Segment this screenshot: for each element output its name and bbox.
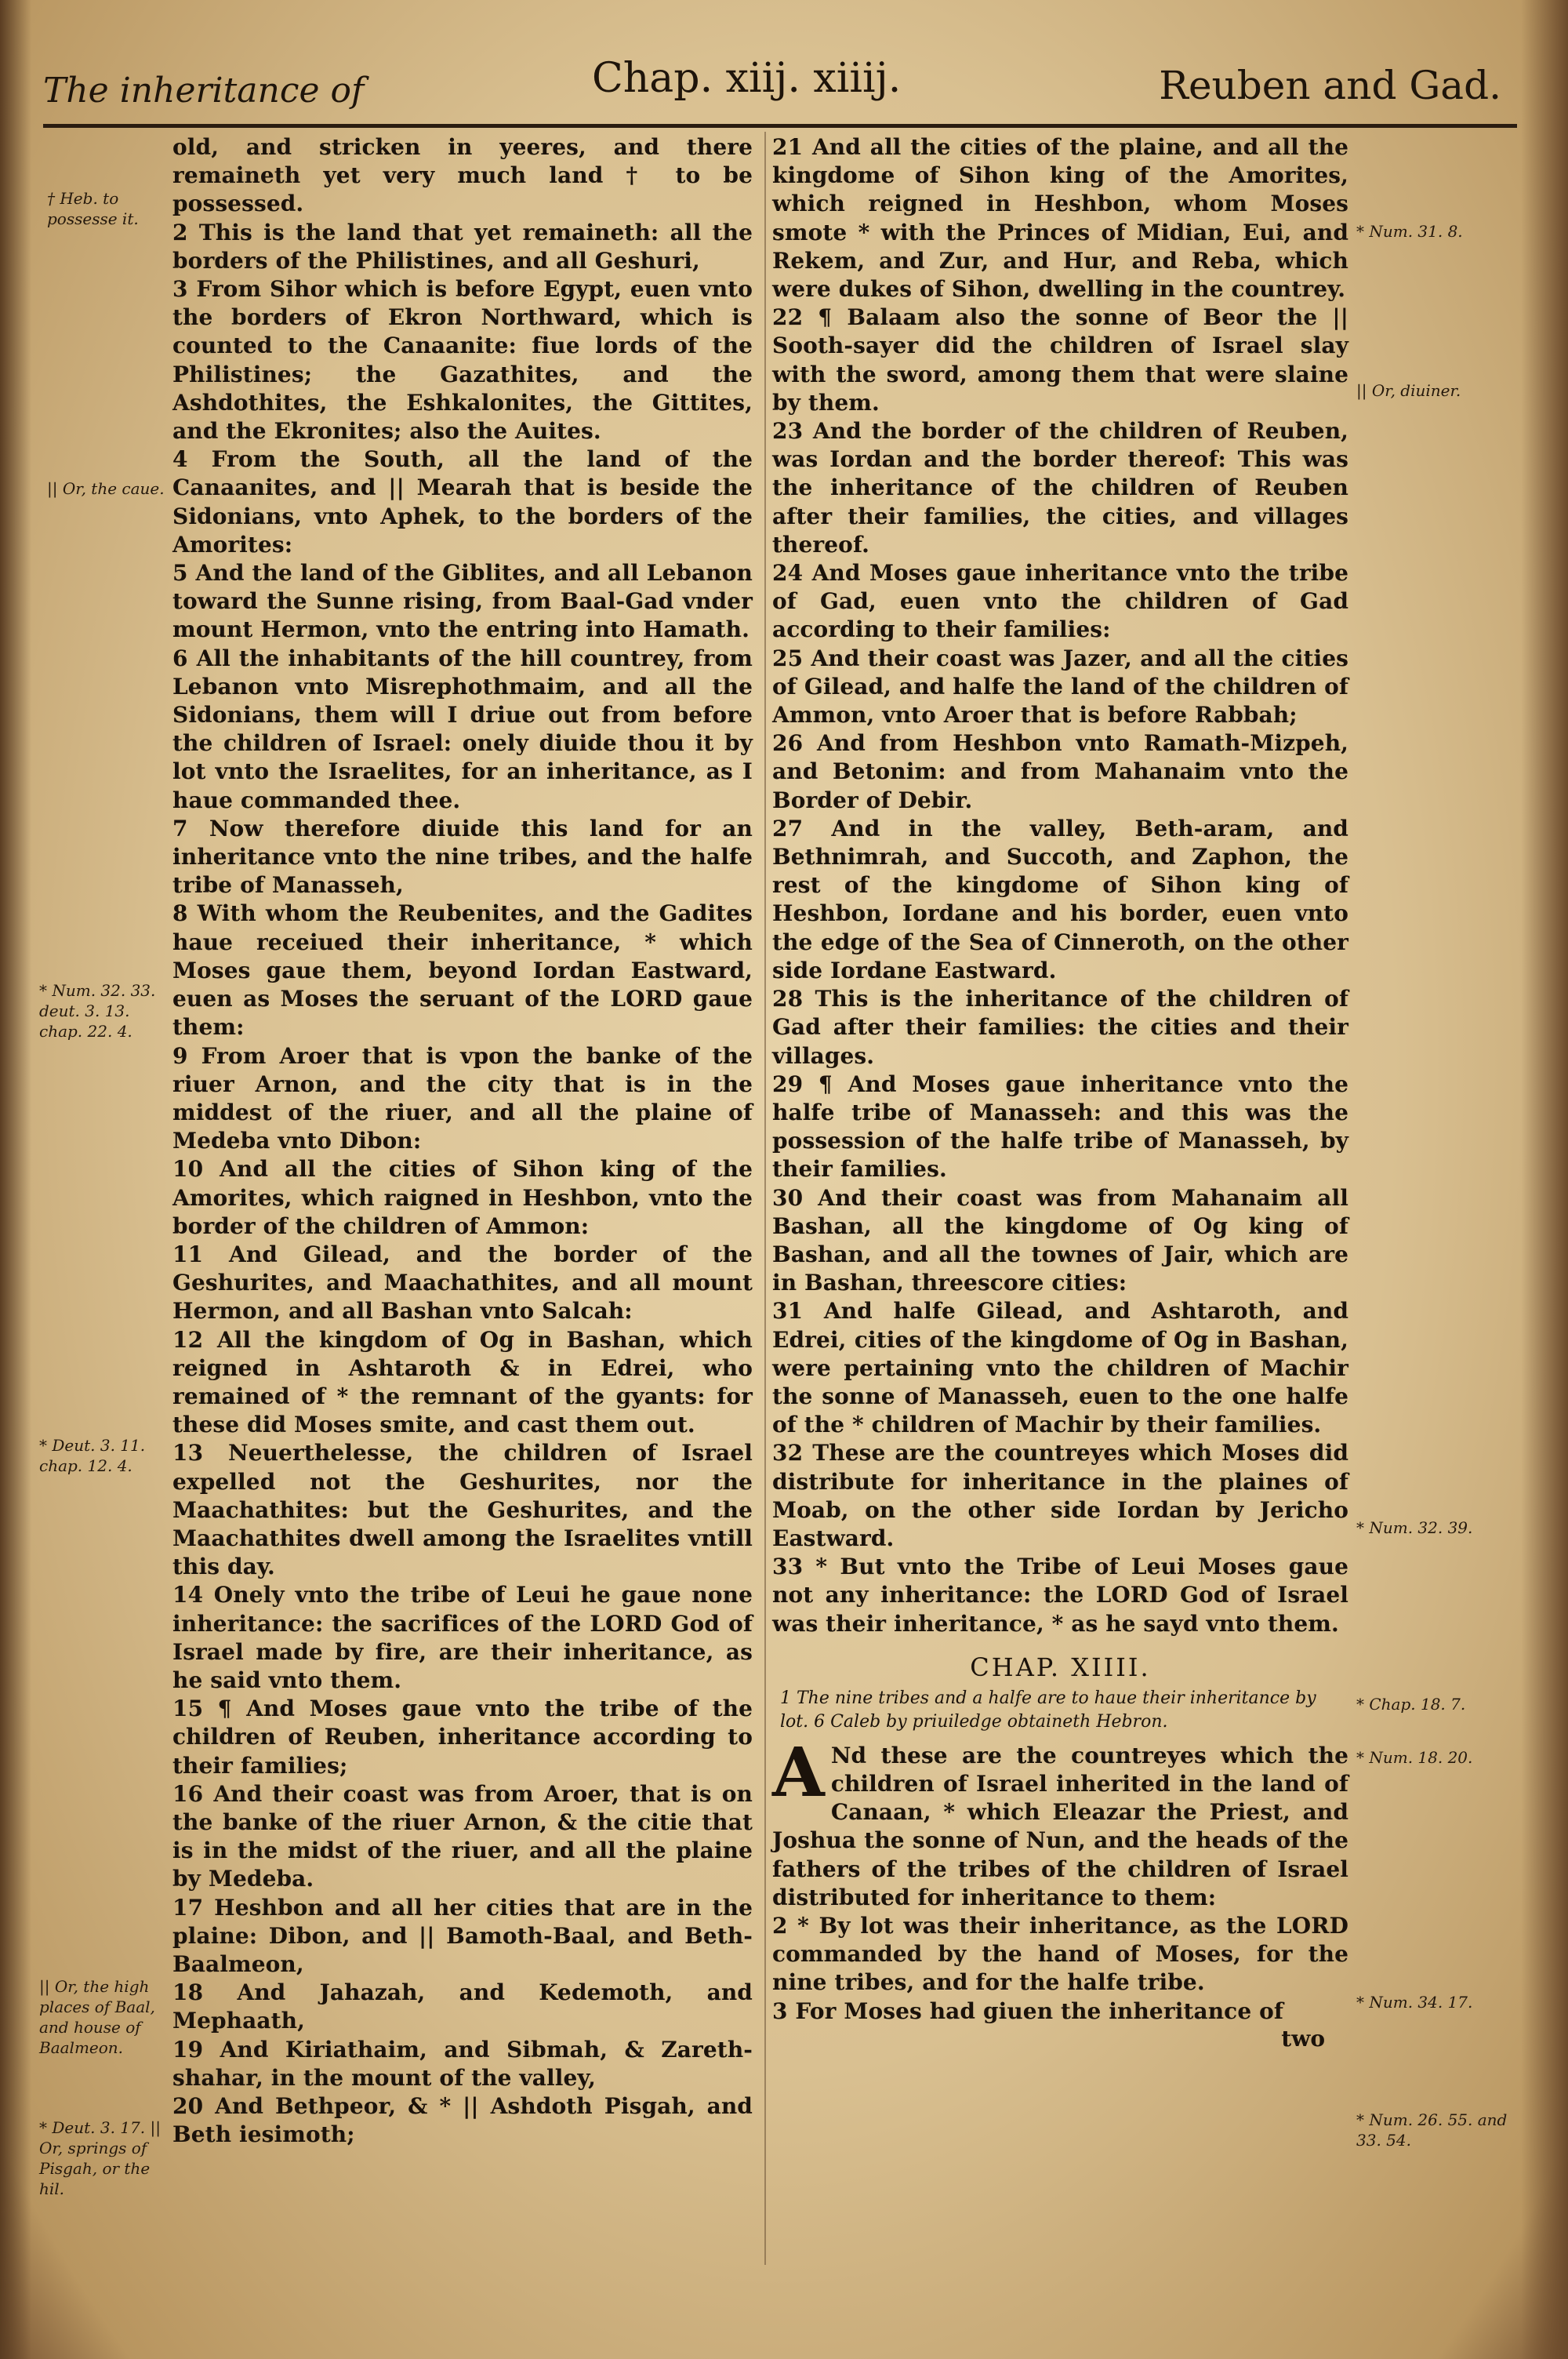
catchword: two — [1281, 2025, 1325, 2052]
chapter-heading: CHAP. XIIII. — [970, 1652, 1151, 1682]
verse-text: Nd these are the countreyes which the children of Israel inherited in the land of Canaan, * which Eleazar the Priest, and Joshua the sonne of Nun, and the heads of the fathers of the tribes of the children of Israel distributed for inheritance to them: — [772, 1742, 1348, 1910]
verse: 4 From the South, all the land of the Canaanites, and || Mearah that is beside the Sidonians, vnto Aphek, to the borders of the Amorites: — [172, 446, 753, 558]
margin-note-right: || Or, diuiner. — [1356, 381, 1461, 400]
chapter-summary: 1 The nine tribes and a halfe are to haue their inheritance by lot. 6 Caleb by priuiledge obtaineth Hebron. — [780, 1688, 1316, 1732]
margin-note-left: * Deut. 3. 17. || Or, springs of Pisgah, or the hil. — [39, 2118, 161, 2198]
head-rule — [43, 124, 1517, 128]
verse: 23 And the border of the children of Reuben, was Iordan and the border thereof: This was the inheritance of the children of Reuben after their families, the cities, and villages thereof. — [772, 418, 1348, 558]
verse: 33 * But vnto the Tribe of Leui Moses gaue not any inheritance: the LORD God of Israel was their inheritance, * as he sayd vnto them. — [772, 1554, 1348, 1637]
verse: 8 With whom the Reubenites, and the Gadites haue receiued their inheritance, * which Moses gaue them, beyond Iordan Eastward, euen as Moses the seruant of the LORD gaue them: — [172, 900, 753, 1041]
verse: 25 And their coast was Jazer, and all the cities of Gilead, and halfe the land of the children of Ammon, vnto Aroer that is before Rabbah; — [772, 645, 1348, 729]
verse: 3 For Moses had giuen the inheritance of — [772, 1997, 1284, 2024]
margin-note-right: * Num. 34. 17. — [1356, 1993, 1473, 2012]
running-head-chapter: Chap. xiij. xiiij. — [592, 55, 902, 102]
verse: 21 And all the cities of the plaine, and all the kingdome of Sihon king of the Amorites, which reigned in Heshbon, whom Moses smote * with the Princes of Midian, Eui, and Rekem, and Zur, and Hur, and Reba, which were dukes of Sihon, dwelling in the countrey. — [772, 134, 1348, 303]
verse: 20 And Bethpeor, & * || Ashdoth Pisgah, and Beth iesimoth; — [172, 2093, 753, 2148]
verse: 9 From Aroer that is vpon the banke of the riuer Arnon, and the city that is in the middest of the riuer, and all the plaine of Medeba vnto Dibon: — [172, 1042, 753, 1154]
verse: 19 And Kiriathaim, and Sibmah, & Zareth-shahar, in the mount of the valley, — [172, 2036, 753, 2091]
margin-note-right: * Num. 26. 55. and 33. 54. — [1356, 2110, 1508, 2150]
margin-note-left: || Or, the caue. — [47, 479, 165, 498]
margin-note-left: * Deut. 3. 11. chap. 12. 4. — [39, 1436, 146, 1475]
verse: 5 And the land of the Giblites, and all Lebanon toward the Sunne rising, from Baal-Gad vnder mount Hermon, vnto the entring into Hamath. — [172, 560, 753, 643]
verse: 32 These are the countreyes which Moses did distribute for inheritance in the plaines of Moab, on the other side Iordan by Jericho Eastward. — [772, 1440, 1348, 1551]
running-head-left: The inheritance of — [43, 71, 365, 111]
verse: old, and stricken in yeeres, and there remaineth yet very much land † to be possessed. — [172, 134, 753, 217]
verse: 31 And halfe Gilead, and Ashtaroth, and Edrei, cities of the kingdome of Og in Bashan, were pertaining vnto the children of Machir the sonne of Manasseh, euen to the one halfe of the * children of Machir by their families. — [772, 1298, 1348, 1438]
verse: 7 Now therefore diuide this land for an inheritance vnto the nine tribes, and the halfe tribe of Manasseh, — [172, 815, 753, 899]
verse: 17 Heshbon and all her cities that are in the plaine: Dibon, and || Bamoth-Baal, and Beth-Baalmeon, — [172, 1894, 753, 1977]
margin-note-right: * Num. 18. 20. — [1356, 1748, 1473, 1767]
verse: 12 All the kingdom of Og in Bashan, which reigned in Ashtaroth & in Edrei, who remained of * the remnant of the gyants: for these did Moses smite, and cast them out. — [172, 1326, 753, 1438]
verse: 18 And Jahazah, and Kedemoth, and Mephaath, — [172, 1979, 753, 2034]
margin-note-right: * Num. 31. 8. — [1356, 222, 1463, 241]
verse: 29 ¶ And Moses gaue inheritance vnto the halfe tribe of Manasseh: and this was the possession of the halfe tribe of Manasseh, by their families. — [772, 1070, 1348, 1183]
margin-note-left: * Num. 32. 33. deut. 3. 13. chap. 22. 4. — [39, 981, 156, 1041]
running-head-right: Reuben and Gad. — [1159, 63, 1501, 108]
verse: 2 * By lot was their inheritance, as the LORD commanded by the hand of Moses, for the nine tribes, and for the halfe tribe. — [772, 1912, 1348, 1996]
left-column — [172, 133, 753, 2149]
verse: 11 And Gilead, and the border of the Geshurites, and Maachathites, and all mount Hermon, and all Bashan vnto Salcah: — [172, 1241, 753, 1325]
verse: 13 Neuerthelesse, the children of Israel expelled not the Geshurites, nor the Maachathites: but the Geshurites, and the Maachathites dwell among the Israelites vntill this day. — [172, 1440, 753, 1580]
verse: 2 This is the land that yet remaineth: all the borders of the Philistines, and all Geshuri, — [172, 219, 753, 274]
margin-note-right: * Chap. 18. 7. — [1356, 1695, 1466, 1714]
chapter-first-verse — [772, 1732, 1348, 1912]
verse: 3 From Sihor which is before Egypt, euen vnto the borders of Ekron Northward, which is counted to the Canaanite: fiue lords of the Philistines; the Gazathites, and the Ashdothites, the Eshkalonites, the Gittites, and the Ekronites; also the Auites. — [172, 276, 753, 445]
verse: 6 All the inhabitants of the hill countrey, from Lebanon vnto Misrephothmaim, and all the Sidonians, them will I driue out from before the children of Israel: onely diuide thou it by lot vnto the Israelites, for an inheritance, as I haue commanded thee. — [172, 645, 753, 813]
right-column — [772, 133, 1348, 2052]
verse: 16 And their coast was from Aroer, that is on the banke of the riuer Arnon, & the citie that is in the midst of the riuer, and all the plaine by Medeba. — [172, 1780, 753, 1892]
margin-note-left: || Or, the high places of Baal, and house of Baalmeon. — [39, 1977, 155, 2057]
margin-note-left: † Heb. to possesse it. — [47, 189, 139, 228]
verse: 15 ¶ And Moses gaue vnto the tribe of the children of Reuben, inheritance according to their families; — [172, 1696, 753, 1779]
verse: 26 And from Heshbon vnto Ramath-Mizpeh, and Betonim: and from Mahanaim vnto the Border of Debir. — [772, 730, 1348, 813]
page-edge-shadow-left — [0, 0, 31, 2359]
margin-note-right: * Num. 32. 39. — [1356, 1518, 1473, 1537]
verse: 14 Onely vnto the tribe of Leui he gaue none inheritance: the sacrifices of the LORD God of Israel made by fire, are their inheritance, as he said vnto them. — [172, 1582, 753, 1693]
verse: 27 And in the valley, Beth-aram, and Bethnimrah, and Succoth, and Zaphon, the rest of the kingdome of Sihon king of Heshbon, Iordane and his border, euen vnto the edge of the Sea of Cinneroth, on the other side Iordane Eastward. — [772, 815, 1348, 983]
verse: 24 And Moses gaue inheritance vnto the tribe of Gad, euen vnto the children of Gad according to their families: — [772, 560, 1348, 643]
verse: 28 This is the inheritance of the children of Gad after their families: the cities and their villages. — [772, 986, 1348, 1069]
column-divider — [764, 132, 766, 2265]
verse: 22 ¶ Balaam also the sonne of Beor the || Sooth-sayer did the children of Israel slay with the sword, among them that were slaine by them. — [772, 304, 1348, 416]
running-head — [43, 55, 1525, 129]
drop-cap: A — [772, 1732, 825, 1812]
verse: 10 And all the cities of Sihon king of the Amorites, which raigned in Heshbon, vnto the border of the children of Ammon: — [172, 1156, 753, 1239]
verse: 30 And their coast was from Mahanaim all Bashan, all the kingdome of Og king of Bashan, and all the townes of Jair, which are in Bashan, threescore cities: — [772, 1184, 1348, 1296]
